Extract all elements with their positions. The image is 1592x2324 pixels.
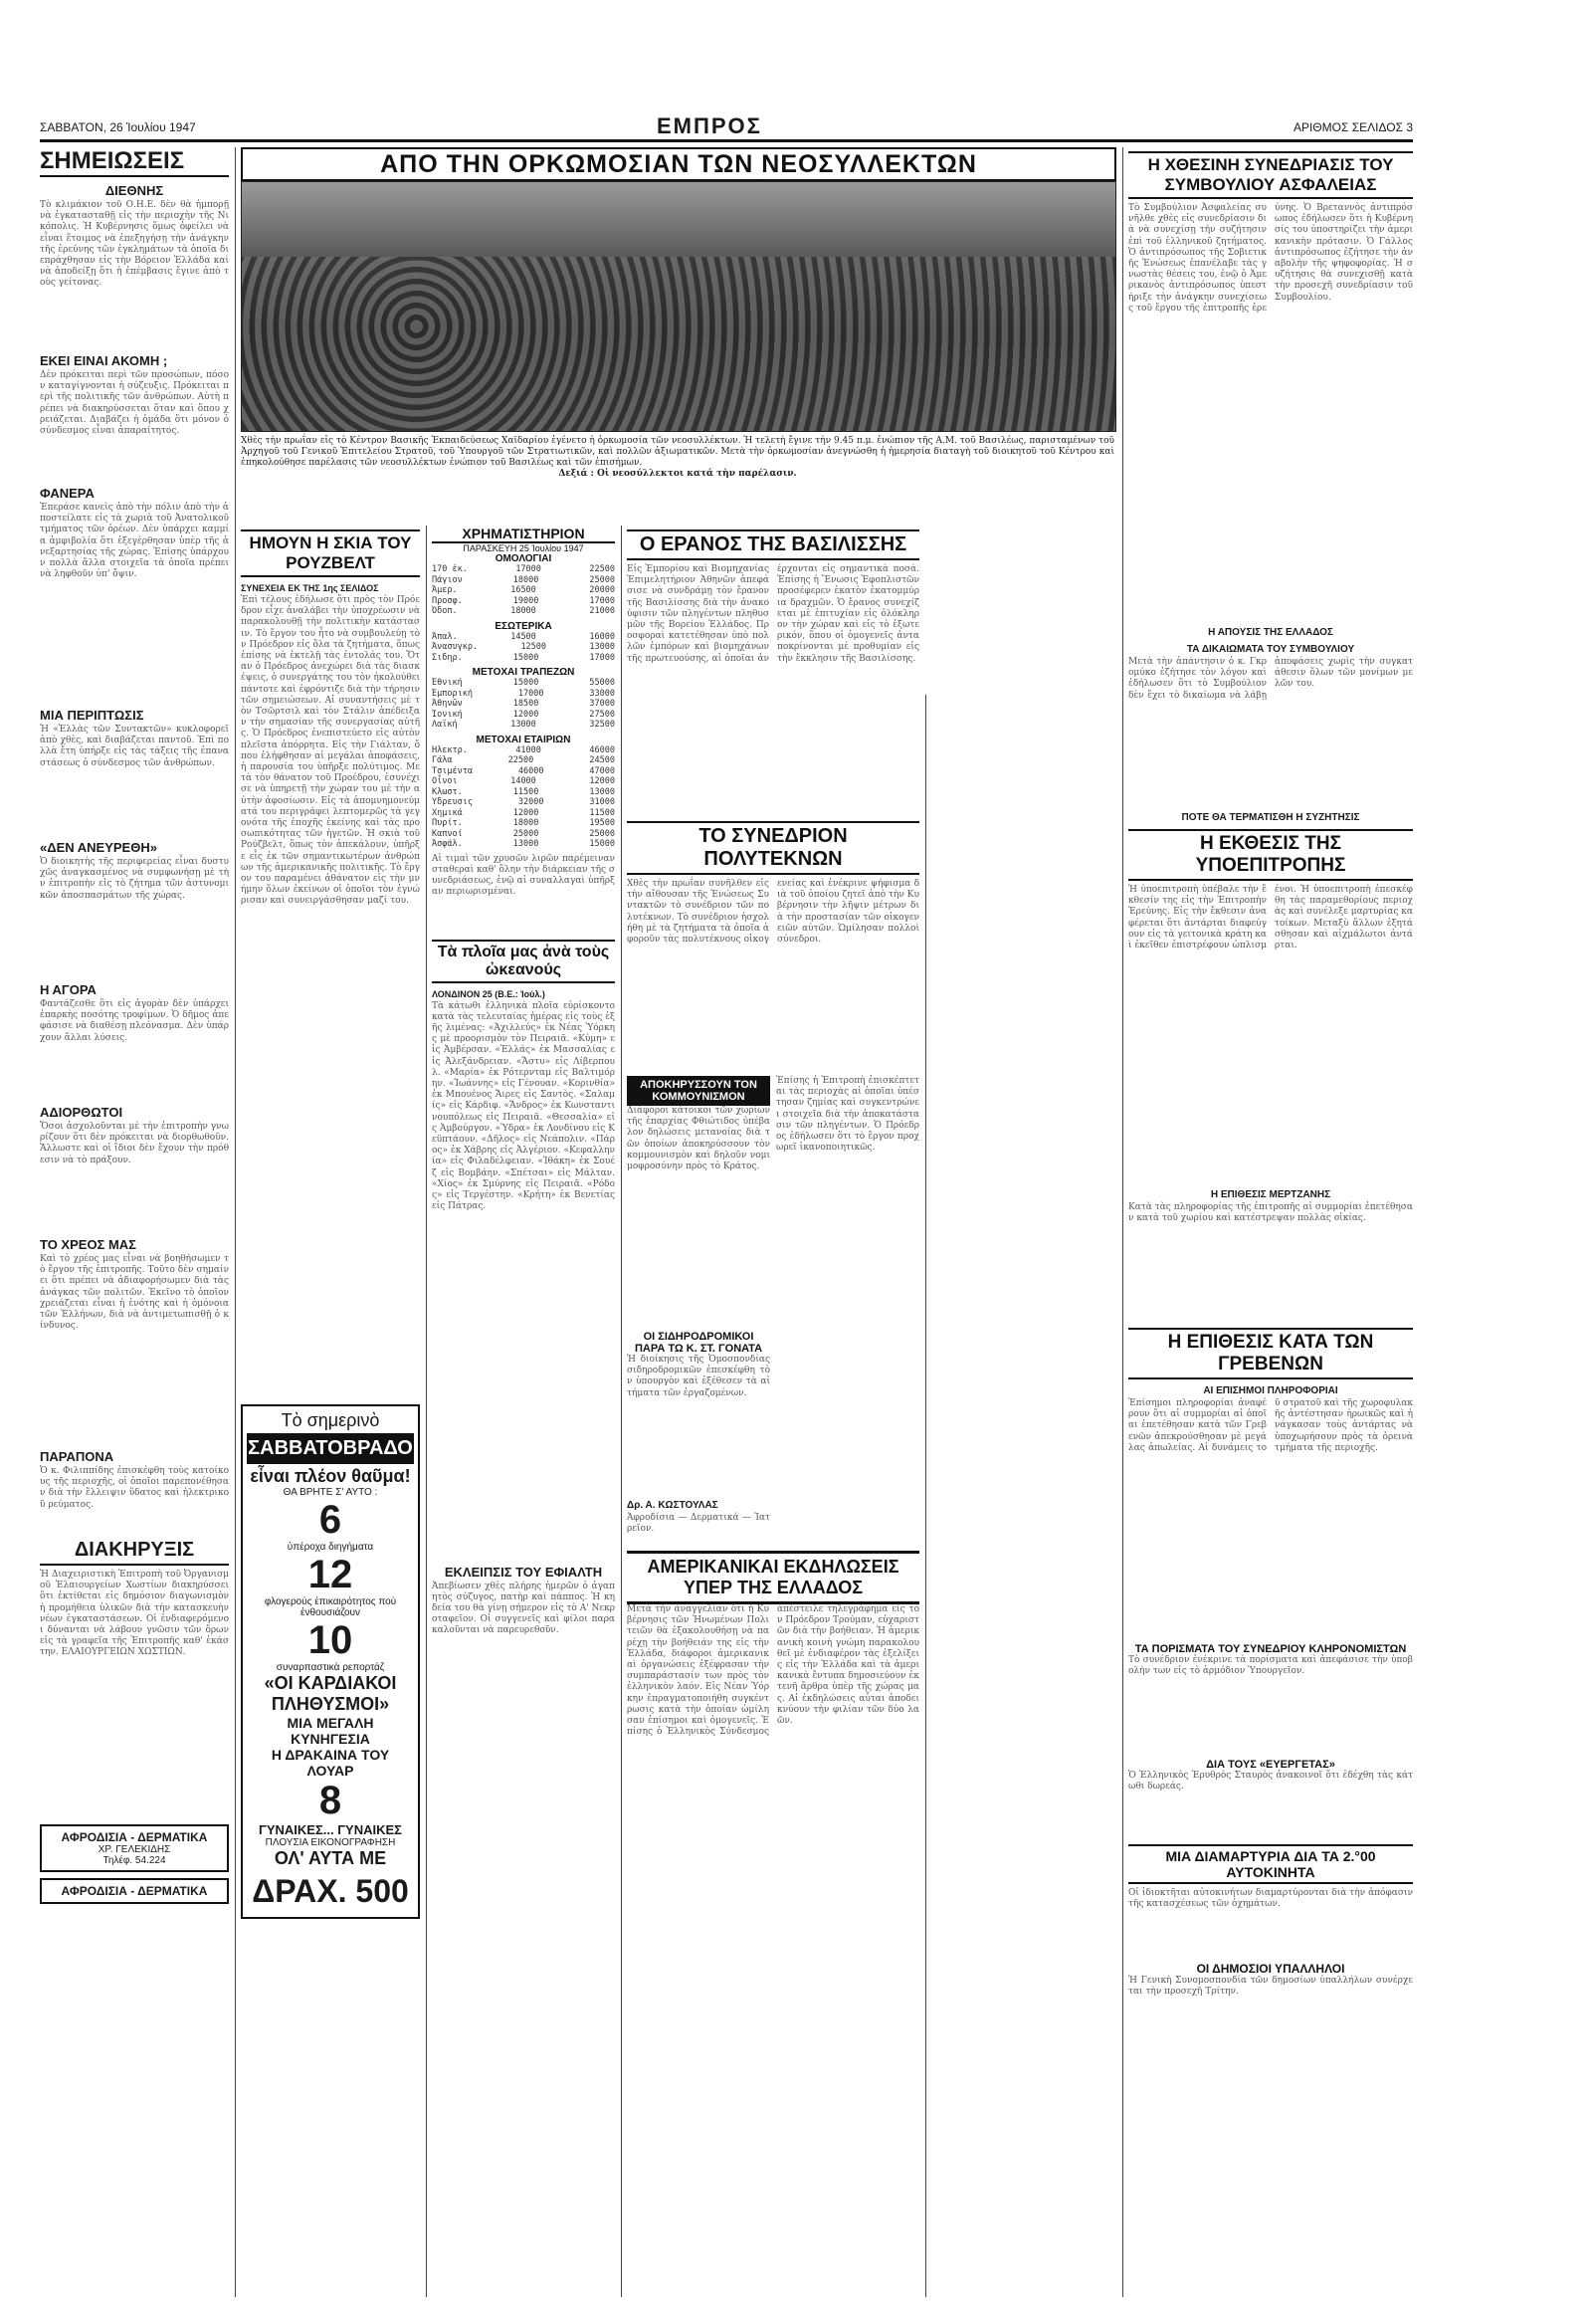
sabbatovrado-count-1: 6 <box>318 1498 342 1542</box>
table-row: Χημικά 12000 11500 <box>432 807 615 818</box>
sabbatovrado-inside: ΘΑ ΒΡΗΤΕ Σ' ΑΥΤΟ : <box>283 1487 378 1498</box>
masthead <box>40 113 1413 142</box>
council-column <box>1128 147 1413 2297</box>
public-servants-article: Ἡ Γενικὴ Συνομοσπονδία τῶν δημοσίων ὑπαλλήλων συνέρχεται τὴν προσεχῆ Τρίτην. <box>1128 1976 1413 1998</box>
fires-article: Τὸ συνέδριον ἐνέκρινε τὰ πορίσματα καὶ ἀπεφάσισε τὴν ὑποβολὴν των εἰς τὸ ἁρμόδιον Ὑπουργεῖον. <box>1128 1655 1413 1677</box>
table-row: Κλωστ. 11500 13000 <box>432 786 615 797</box>
exchange-title: ΧΡΗΜΑΤΙΣΤΗΡΙΟΝ <box>432 526 615 543</box>
notes-paragraph: Ὅσοι ἀσχολοῦνται μὲ τὴν ἐπιτροπὴν γνωρίζουν ὅτι δὲν πρόκειται νὰ διορθωθοῦν. Ἄλλωστε καὶ οἱ ἴδιοι δὲν ἔχουν τὴν πρόθεσιν νὰ τὸ πράξουν. <box>40 1122 229 1165</box>
dermatology-ad-phone: Τηλέφ. 54.224 <box>102 1855 166 1866</box>
table-row: Ἐθνική 15000 55000 <box>432 678 615 688</box>
notes-paragraph: Δὲν πρόκειται περὶ τῶν προσώπων, πόσον καταγίγνονται ἡ σύζευξις. Πρόκειται περὶ τῆς πολιτικῆς τῶν ἀνθρώπων. Αὐτὴ πρέπει νὰ διακηρύσσεται ὅταν καὶ ὅπου χρειάζεται. Διαβάζει ἡ ὁμάδα ὅτι μόνον ὁ σύνδεσμος εἶναι ἀπαραίτητος. <box>40 370 229 437</box>
table-row: Ὀδοπ. 18000 21000 <box>432 606 615 616</box>
notes-subhead: ΜΙΑ ΠΕΡΙΠΤΩΣΙΣ <box>40 708 144 723</box>
photo-crowd <box>242 257 1115 431</box>
table-row: Γάλα 22500 24500 <box>432 755 615 765</box>
notes-paragraph: Τὸ κλιμάκιον τοῦ Ο.Η.Ε. δὲν θὰ ἠμπορῇ νὰ ἐγκατασταθῇ εἰς τὴν περιοχὴν τῆς Νικόπολις. Ἡ Κυβέρνησις ὅμως ὀφείλει νὰ εἶναι ἕτοιμος νὰ ἐπεξηγήσῃ τὴν ἀνάγκην τῆς ἐρεύνης τῶν ἐγκλημάτων τὰ ὁποῖα διεπράχθησαν εἰς τὴν Βόρειον Ἑλλάδα καὶ νὰ ἀποδείξῃ ὅτι ἡ ἐπέμβασις ἔγινε ἀπὸ τοὺς γείτονας. <box>40 200 229 289</box>
communism-block <box>627 1076 770 1543</box>
sabbatovrado-label-3: συναρπαστικὰ ρεπορτάζ <box>276 1662 385 1673</box>
council-sub-end: ΠΟΤΕ ΘΑ ΤΕΡΜΑΤΙΣΘΗ Η ΣΥΖΗΤΗΣΙΣ <box>1181 812 1360 823</box>
notes-paragraph: Φαντάζεσθε ὅτι εἰς ἀγορὰν δὲν ὑπάρχει ἐπαρκὴς ποσότης τροφίμων. Ὁ δῆμος ἀπεφάσισε νὰ διαθέσῃ πλεόνασμα. Δὲν ὑπάρχουν ἄλλαι λύσεις. <box>40 999 229 1043</box>
table-row: Οἶνοι 14000 12000 <box>432 776 615 786</box>
table-row: Ἰονική 12000 27500 <box>432 709 615 720</box>
photo-story <box>241 147 1116 516</box>
column-rule <box>925 695 926 2297</box>
polyteknon-article: Χθὲς τὴν πρωΐαν συνῆλθεν εἰς τὴν αἴθουσαν τῆς Ἑνώσεως Συντακτῶν τὸ συνέδριον τῶν πολυτέκνων. Τὸ συνέδριον ἠσχολήθη μὲ τὰ ζητήματα τὰ ὁποῖα ἀφοροῦν τὰς πολυτέκνους οἰκογενείας καὶ ἐνέκρινε ψήφισμα διὰ τοῦ ὁποίου ζητεῖ ἀπὸ τὴν Κυβέρνησιν τὴν λῆψιν μέτρων διὰ τὴν προστασίαν τῶν οἰκογενειῶν αὐτῶν. Ὡμίλησαν πολλοὶ σύνεδροι. <box>627 879 919 946</box>
sabbatovrado-pre: Τὸ σημερινὸ <box>281 1410 380 1430</box>
sabbatovrado-count-2: 12 <box>307 1553 353 1596</box>
notes-subhead: Η ΑΓΟΡΑ <box>40 982 97 997</box>
deaths-title: ΕΚΛΕΙΠΣΙΣ ΤΟΥ ΕΦΙΑΛΤΗ <box>444 1564 603 1580</box>
sworn-article: Ὁ Ἑλληνικὸς Ἐρυθρὸς Σταυρὸς ἀνακοινοῖ ὅτι ἐδέχθη τὰς κάτωθι δωρεάς. <box>1128 1771 1413 1793</box>
side-notes-text: Ἐπίσης ἡ Ἐπιτροπὴ ἐπισκέπτεται τὰς περιοχὰς αἱ ὁποῖαι ὑπέστησαν ζημίας καὶ συγκεντρώνει στοιχεῖα διὰ τὴν ἀποκατάστασιν τῶν πληγέντων. Ὁ Πρόεδρος ἐδήλωσεν ὅτι τὸ ἔργον προχωρεῖ ἱκανοποιητικῶς. <box>776 1076 919 1154</box>
exchange-column <box>432 526 615 2297</box>
loans-title: ΕΣΩΤΕΡΙΚΑ <box>495 620 552 632</box>
company-stocks-title: ΜΕΤΟΧΑΙ ΕΤΑΙΡΙΩΝ <box>476 734 571 745</box>
table-row: Ἠλεκτρ. 41000 46000 <box>432 744 615 755</box>
column-rule <box>1122 147 1123 2297</box>
paper-name: ΕΜΠΡΟΣ <box>657 113 762 138</box>
railway-headline: ΟΙ ΣΙΔΗΡΟΔΡΟΜΙΚΟΙ ΠΑΡΑ ΤΩ Κ. ΣΤ. ΓΟΝΑΤΑ <box>634 1331 763 1355</box>
notes-paragraph: Ἐπεράσε κανεὶς ἀπὸ τὴν πόλιν ἀπὸ τὴν ἀποστείλατε εἰς τὰ χωριὰ τοῦ Ἀνατολικοῦ τμήματος τῶν ὀρέων. Δὲν ὑπάρχει καμμία ἀμφιβολία ὅτι ἐξεγέρθησαν ὑπὲρ τῆς ἀνεξαρτησίας τῆς χώρας. Ἐπίσης ὑπάρχουν πολλὰ ἄλλα στοιχεῖα τὰ ὁποῖα πρέπει νὰ ληφθοῦν ὑπ' ὄψιν. <box>40 503 229 580</box>
doctor-ad: Ἀφροδίσια — Δερματικά — Ἰατρεῖον. <box>627 1513 770 1535</box>
sabbatovrado-feature: «ΟΙ ΚΑΡΔΙΑΚΟΙ ΠΛΗΘΥΣΜΟΙ» <box>264 1673 397 1714</box>
ships-article: Τὰ κάτωθι ἑλληνικὰ πλοῖα εὑρίσκοντο κατὰ τὰς τελευταίας ἡμέρας εἰς τοὺς ἑξῆς λιμένας: «Ἀχιλλεύς» ἐκ Νέας Ὑόρκης μὲ προορισμὸν τὸν Πειραιᾶ. «Κύμη» εἰς Ἀμβέρσαν. «Ἑλλάς» ἐκ Μασσαλίας εἰς Ἀλεξάνδρειαν. «Ἄστυ» εἰς Λίβερπουλ. «Μαρία» ἐκ Ρότερνταμ εἰς Βαλτιμόρην. «Ἰωάννης» εἰς Γένουαν. «Κορινθία» ἐκ Μπουένος Ἄιρες εἰς Σαντὸς. «Σαλαμίς» εἰς Κάρδιφ. «Ἄνδρος» ἐκ Κωνσταντινουπόλεως εἰς Πειραιᾶ. «Θεσσαλία» εἰς Ἀμβούργον. «Ὑδρα» ἐκ Λονδίνου εἰς Κεϋπτάουν. «Δῆλος» εἰς Νεάπολιν. «Πάρος» ἐκ Χάβρης εἰς Ἀλγέριον. «Κεφαλληνία» εἰς Φιλαδέλφειαν. «Ἰθάκη» ἐκ Σουέζ εἰς Βομβάην. «Σπέτσαι» εἰς Μάλταν. «Χίος» ἐκ Σμύρνης εἰς Πειραιᾶ. «Ρόδος» εἰς Τεργέστην. «Κρήτη» ἐκ Βενετίας εἰς Πάτρας. <box>432 1000 615 1212</box>
table-row: Ἀμερ. 16500 20000 <box>432 585 615 595</box>
notes-paragraph: Ὁ κ. Φιλιππίδης ἐπισκέφθη τοὺς κατοίκους τῆς περιοχῆς, οἱ ὁποῖοι παρεπονέθησαν διὰ τὴν ἔλλειψιν ὕδατος καὶ ἠλεκτρικοῦ ρεύματος. <box>40 1466 229 1510</box>
table-row: Προσφ. 19000 17000 <box>432 595 615 606</box>
column-rule <box>621 526 622 2297</box>
roosevelt-column <box>241 526 420 2297</box>
notes-subhead: ΕΚΕΙ ΕΙΝΑΙ ΑΚΟΜΗ ; <box>40 353 168 368</box>
notes-paragraph: Ὁ διοικητὴς τῆς περιφερείας εἶναι δυστυχῶς ἀναγκασμένος νὰ συμφωνήσῃ μὲ τὴν ἐπιτροπὴν εἰς τὸ ζήτημα τῶν ἀστυνομικῶν ἀποσπασμάτων τῆς χώρας. <box>40 857 229 901</box>
sabbatovrado-women: ΓΥΝΑΙΚΕΣ... ΓΥΝΑΙΚΕΣ <box>259 1822 402 1837</box>
dermatology-ad-title: ΑΦΡΟΔΙΣΙΑ - ΔΕΡΜΑΤΙΚΑ <box>61 1830 208 1844</box>
report-sub-attack: Η ΕΠΙΘΕΣΙΣ ΜΕΡΤΖΑΝΗΣ <box>1210 1189 1331 1200</box>
notes-subhead: ΑΔΙΟΡΘΩΤΟΙ <box>40 1105 123 1120</box>
photo-caption-end: Δεξιά : Οἱ νεοσύλλεκτοι κατά τὴν παρέλασιν. <box>558 469 797 479</box>
queen-fund-headline: Ο ΕΡΑΝΟΣ ΤΗΣ ΒΑΣΙΛΙΣΣΗΣ <box>627 529 919 560</box>
bonds-title: ΟΜΟΛΟΓΙΑΙ <box>495 553 552 564</box>
sabbatovrado-price-label: ΟΛ' ΑΥΤΑ ΜΕ <box>274 1848 387 1868</box>
report-headline: Η ΕΚΘΕΣΙΣ ΤΗΣ ΥΠΟΕΠΙΤΡΟΠΗΣ <box>1128 829 1413 881</box>
ships-headline: Τὰ πλοῖα μας ἀνὰ τοὺς ὠκεανούς <box>432 940 615 983</box>
american-article: Μετὰ τὴν ἀναγγελίαν ὅτι ἡ Κυβέρνησις τῶν Ἡνωμένων Πολιτειῶν θὰ ἐξακολουθήσῃ νὰ παρέχῃ τὴν βοήθειάν της εἰς τὴν Ἑλλάδα, διάφοροι ἀμερικανικαὶ ὀργανώσεις ἐξέφρασαν τὴν συμπαράστασίν των πρὸς τὸν ἑλληνικὸν λαόν. Εἰς Νέαν Ὑόρκην ἐπραγματοποιήθη συγκέντρωσις κατὰ τὴν ὁποίαν ὡμίλησαν ἐπίσημοι καὶ ὁμογενεῖς. Ἐπίσης ὁ Ἑλληνικὸς Σύνδεσμος ἀπέστειλε τηλεγράφημα εἰς τὸν Πρόεδρον Τρούμαν, εὐχαριστῶν διὰ τὴν βοήθειαν. Ἡ ἀμερικανικὴ κοινὴ γνώμη παρακολουθεῖ μὲ ἐνδιαφέρον τὰς ἐξελίξεις εἰς τὴν Ἑλλάδα καὶ τὰ ἀμερικανικὰ ἔντυπα δημοσιεύουν ἐκτενῆ ἄρθρα ὑπὲρ τῆς χώρας μας. Αἱ ἐκδηλώσεις αὗται ἀποδεικνύουν τὴν φιλίαν τῶν δύο λαῶν. <box>627 1604 919 1738</box>
loans-table <box>432 632 615 664</box>
notes-subhead: «ΔΕΝ ΑΝΕΥΡΕΘΗ» <box>40 840 157 855</box>
table-row: Τσιμέντα 46000 47000 <box>432 765 615 776</box>
photo-caption: Χθὲς τὴν πρωΐαν εἰς τὸ Κέντρον Βασικῆς Ἐκπαιδεύσεως Χαϊδαρίου ἐγένετο ἡ ὁρκωμοσία τῶν νεοσυλλέκτων. Ἡ τελετὴ ἔγινε τὴν 9.45 π.μ. ἐνώπιον τῆς Α.Μ. τοῦ Βασιλέως, παρισταμένων τοῦ Ἀρχηγοῦ τοῦ Γενικοῦ Ἐπιτελείου Στρατοῦ, τοῦ Ὑπουργοῦ τῶν Στρατιωτικῶν, καὶ πολλῶν ἀξιωματικῶν. Μετὰ τὴν ὁρκωμοσίαν ἀνεγνώσθη ἡ ἡμερησία διαταγὴ τοῦ διοικητοῦ τοῦ Κέντρου καὶ ἐπηκολούθησε παρέλασις τῶν νεοσυλλέκτων ἐνώπιον τοῦ Βασιλέως καὶ τῶν ἐπισήμων. Δεξιά : Οἱ νεοσύλλεκτοι κατά τὴν παρέλασιν. <box>241 436 1114 479</box>
notes-subhead: ΤΟ ΧΡΕΟΣ ΜΑΣ <box>40 1237 136 1252</box>
table-row: Λαϊκή 13000 32500 <box>432 720 615 730</box>
sabbatovrado-tag: εἶναι πλέον θαῦμα! <box>250 1466 411 1486</box>
exchange-note: Αἱ τιμαὶ τῶν χρυσῶν λιρῶν παρέμειναν σταθεραὶ καθ' ὅλην τὴν διάρκειαν τῆς συνεδριάσεως, ἐνῷ αἱ συναλλαγαὶ ὑπῆρξαν περιωρισμέναι. <box>432 853 615 898</box>
side-notes <box>776 1076 919 1543</box>
notes-title: ΣΗΜΕΙΩΣΕΙΣ <box>40 147 229 177</box>
dermatology-ad <box>40 1824 229 1872</box>
newspaper-page <box>40 113 1413 2297</box>
report-article-2: Κατὰ τὰς πληροφορίας τῆς ἐπιτροπῆς αἱ συμμορίαι ἐπετέθησαν κατὰ τοῦ χωρίου καὶ κατέστρεψαν πολλὰς οἰκίας. <box>1128 1202 1413 1224</box>
table-row: Ὕδρευσις 32000 31000 <box>432 797 615 807</box>
notes-subhead: ΠΑΡΑΠΟΝΑ <box>40 1449 114 1464</box>
council-sub-absent: Η ΑΠΟΥΣΙΣ ΤΗΣ ΕΛΛΑΔΟΣ <box>1208 627 1333 638</box>
table-row: Ἀπαλ. 14500 16000 <box>432 631 615 642</box>
col4-lower <box>627 1076 919 1543</box>
sworn-headline: ΔΙΑ ΤΟΥΣ «ΕΥΕΡΓΕΤΑΣ» <box>1206 1759 1335 1771</box>
table-row: Ἐμπορική 17000 33000 <box>432 688 615 699</box>
sabbatovrado-rich: ΠΛΟΥΣΙΑ ΕΙΚΟΝΟΓΡΑΦΗΣΗ <box>265 1837 396 1848</box>
sabbatovrado-label-2: φλογερούς ἐπικαιρότητος ποὺ ἐνθουσιάζουν <box>264 1596 397 1618</box>
roosevelt-article: Ἐπὶ τέλους ἐδήλωσε ὅτι πρὸς τὸν Πρόεδρον εἶχε ἀναλάβει τὴν ὑποχρέωσιν νὰ παρακολουθῇ τὴν πολιτικὴν κατάστασιν. Τὸ ἔργον του ἦτο νὰ συμβουλεύῃ τὸν Πρόεδρον εἰς ὅλα τὰ ζητήματα, ὅπως ἐπίσης νὰ ἐκτελῇ τὰς ἐντολάς του. Ὅταν ὁ Πρόεδρος ἀνεχώρει διὰ τὰς διασκέψεις, ὁ συνεργάτης του τὸν ἠκολούθει πάντοτε καὶ ἐφρόντιζε διὰ τὴν τήρησιν τῶν σημειώσεων. Αἱ συναντήσεις μὲ τὸν Τσῶρτσιλ καὶ τὸν Στάλιν ἀπέδειξαν τὴν σημασίαν τῆς συνεργασίας αὐτῆς. Ὁ Πρόεδρος ἐνεπιστεύετο εἰς αὐτὸν πλεῖστα ἀπόρρητα. Εἰς τὴν Γιάλταν, ὅπου ἐλήφθησαν αἱ μεγάλαι ἀποφάσεις, ἡ παρουσία του ὑπῆρξε πολύτιμος. Μετὰ τὸν θάνατον τοῦ Προέδρου, ἐσυνέχισε νὰ ὑπηρετῇ τὴν χώραν του μὲ τὴν αὐτὴν ἀφοσίωσιν. Εἰς τὰ ἀπομνημονεύματά του περιγράφει λεπτομερῶς τὰ γεγονότα τῆς ἐποχῆς ἐκείνης καὶ τὰς προσωπικότητας τῶν ἡγετῶν. Ἡ σκιὰ τοῦ Ρούζβελτ, ὅπως τὸν ἀπεκάλουν, ὑπῆρξε εἷς ἐκ τῶν σημαντικωτέρων ἀνθρώπων τῆς ἀμερικανικῆς πολιτικῆς. Τὸ ἔργον του παραμένει ἀθάνατον εἰς τὴν μνήμην ὅλων ἐκείνων οἱ ὁποῖοι τὸν ἐγνώρισαν καὶ συνειργάσθησαν μαζί του. <box>241 595 420 907</box>
sabbatovrado-count-4: 8 <box>318 1779 342 1822</box>
column-rule <box>426 526 427 2297</box>
bank-stocks-table <box>432 678 615 731</box>
table-row: Ἀθηνῶν 18500 37000 <box>432 699 615 709</box>
photo-story-headline: ΑΠΟ ΤΗΝ ΟΡΚΩΜΟΣΙΑΝ ΤΩΝ ΝΕΟΣΥΛΛΕΚΤΩΝ <box>241 147 1116 181</box>
sabbatovrado-count-3: 10 <box>307 1618 353 1662</box>
grevena-article: Ἐπίσημοι πληροφορίαι ἀναφέρουν ὅτι αἱ συμμορίαι αἱ ὁποῖαι ἐπετέθησαν κατὰ τῶν Γρεβενῶν ἀπεκρούσθησαν μὲ μεγάλας ἀπωλείας. Αἱ δυνάμεις τοῦ στρατοῦ καὶ τῆς χωροφυλακῆς ἀντέστησαν ἡρωικῶς καὶ ἠνάγκασαν τοὺς ἀντάρτας νὰ ὑποχωρήσουν πρὸς τὰ ὀρεινὰ τμήματα τῆς περιοχῆς. <box>1128 1398 1413 1453</box>
sabbatovrado-label-1: ὑπέροχα διηγήματα <box>287 1542 374 1553</box>
table-row: Ἀνασυγκρ. 12500 13000 <box>432 642 615 652</box>
table-row: 170 ἐκ. 17000 22500 <box>432 564 615 574</box>
roosevelt-headline: ΗΜΟΥΝ Η ΣΚΙΑ ΤΟΥ ΡΟΥΖΒΕΛΤ <box>241 529 420 577</box>
communism-article: Διάφοροι κάτοικοι τῶν χωρίων τῆς ἐπαρχίας Φθιώτιδος ὑπέβαλον δηλώσεις μετανοίας διὰ τῶν ὁποίων ἀποκηρύσσουν τὸν κομμουνισμὸν καὶ δηλοῦν νομιμοφροσύνην πρὸς τὸ Κράτος. <box>627 1106 770 1172</box>
notes-paragraph: Καὶ τὸ χρέος μας εἶναι νὰ βοηθήσωμεν τὸ ἔργον τῆς ἐπιτροπῆς. Τοῦτο δὲν σημαίνει ὅτι πρέπει νὰ ἀδιαφορήσωμεν διὰ τὰς ἀνάγκας τῶν πολιτῶν. Ἐκεῖνο τὸ ὁποῖον χρειάζεται εἶναι ἡ ἑνότης καὶ ἡ ὁμόνοια τῶν Ἑλλήνων, διὰ νὰ ἀντιμετωπισθῇ ὁ κίνδυνος. <box>40 1254 229 1332</box>
council-headline: Η ΧΘΕΣΙΝΗ ΣΥΝΕΔΡΙΑΣΙΣ ΤΟΥ ΣΥΜΒΟΥΛΙΟΥ ΑΣΦΑΛΕΙΑΣ <box>1128 151 1413 199</box>
bank-stocks-title: ΜΕΤΟΧΑΙ ΤΡΑΠΕΖΩΝ <box>472 667 575 678</box>
notes-subhead: ΦΑΝΕΡΑ <box>40 486 95 501</box>
council-article: Τὸ Συμβούλιον Ἀσφαλείας συνῆλθε χθὲς εἰς συνεδρίασιν διὰ νὰ συνεχίσῃ τὴν συζήτησιν ἐπὶ τοῦ ἑλληνικοῦ ζητήματος. Ὁ ἀντιπρόσωπος τῆς Σοβιετικῆς Ἑνώσεως ἐπανέλαβε τὰς γνωστὰς θέσεις του, ἐνῷ ὁ Ἀμερικανὸς ἀντιπρόσωπος ὑπεστήριξε τὴν ἀνάγκην συνεχίσεως τοῦ ἔργου τῆς ἐπιτροπῆς ἐρεύνης. Ὁ Βρεταννὸς ἀντιπρόσωπος ἐδήλωσεν ὅτι ἡ Κυβέρνησίς του ὑποστηρίζει τὴν ἀμερικανικὴν πρότασιν. Ὁ Γάλλος ἀντιπρόσωπος ἐζήτησε τὴν ἀναβολὴν τῆς ψηφοφορίας. Ἡ συζήτησις θὰ συνεχισθῇ κατὰ τὴν προσεχῆ συνεδρίασιν τοῦ Συμβουλίου. <box>1128 203 1413 314</box>
protest-article: Οἱ ἰδιοκτῆται αὐτοκινήτων διαμαρτύρονται διὰ τὴν ἀπόφασιν τῆς κατασχέσεως τῶν ὀχημάτων. <box>1128 1888 1413 1910</box>
roosevelt-kicker: ΣΥΝΕΧΕΙΑ ΕΚ ΤΗΣ 1ης ΣΕΛΙΔΟΣ <box>241 583 379 593</box>
table-row: Καπνοί 25000 25000 <box>432 828 615 839</box>
exchange-date: ΠΑΡΑΣΚΕΥΗ 25 Ἰουλίου 1947 <box>463 543 584 553</box>
column-rule <box>235 147 236 2297</box>
american-headline: ΑΜΕΡΙΚΑΝΙΚΑΙ ΕΚΔΗΛΩΣΕΙΣ ΥΠΕΡ ΤΗΣ ΕΛΛΑΔΟΣ <box>627 1551 919 1604</box>
page-number: ΑΡΙΘΜΟΣ ΣΕΛΙΔΟΣ 3 <box>1293 120 1413 134</box>
recruits-photo <box>241 181 1116 432</box>
dermatology-ad-2-title: ΑΦΡΟΔΙΣΙΑ - ΔΕΡΜΑΤΙΚΑ <box>61 1884 208 1898</box>
notices-title: ΔΙΑΚΗΡΥΞΙΣ <box>40 1536 229 1566</box>
issue-date: ΣΑΒΒΑΤΟΝ, 26 Ἰουλίου 1947 <box>40 120 196 134</box>
table-row: Ἀσφάλ. 13000 15000 <box>432 839 615 849</box>
council-sub-rights: ΤΑ ΔΙΚΑΙΩΜΑΤΑ ΤΟΥ ΣΥΜΒΟΥΛΙΟΥ <box>1186 644 1355 655</box>
table-row: Πάγιον 18000 25000 <box>432 574 615 585</box>
company-stocks-table <box>432 745 615 850</box>
public-servants-headline: ΟΙ ΔΗΜΟΣΙΟΙ ΥΠΑΛΛΗΛΟΙ <box>1196 1962 1345 1976</box>
queen-fund-article: Εἰς Ἐμπορίου καὶ Βιομηχανίας Ἐπιμελητήριον Ἀθηνῶν ἀπεφάσισε νὰ συνδράμῃ τὸν ἔρανον τῆς Βασιλίσσης διὰ τὴν ἀνακούφισιν τῶν πληγέντων πληθυσμῶν τῆς Βορείου Ἑλλάδος. Προσφοραὶ κατετέθησαν ὑπὸ πολλῶν ἐμπόρων καὶ βιομηχάνων τῆς πρωτευούσης, αἱ ὁποῖαι ἀνέρχονται εἰς σημαντικὰ ποσά. Ἐπίσης ἡ Ἕνωσις Ἐφοπλιστῶν προσέφερεν ἑκατὸν ἑκατομμύρια δραχμῶν. Ὁ ἔρανος συνεχίζεται μὲ ἐπιτυχίαν εἰς ὁλόκληρον τὴν χώραν καὶ εἰς τὸ ἐξωτερικόν, ὅπου οἱ ὁμογενεῖς ἀνταποκρίνονται μὲ προθυμίαν εἰς τὴν ἔκκλησιν τῆς Βασιλίσσης. <box>627 564 919 664</box>
queen-fund-column <box>627 526 919 2297</box>
notes-subhead: ΔΙΕΘΝΗΣ <box>104 183 164 198</box>
notes-paragraph: Ἡ «Ἑλλὰς τῶν Συντακτῶν» κυκλοφορεῖ ἀπὸ χθὲς, καὶ διαβάζεται παντοῦ. Ἐπὶ πολλὰ ἔτη ὑπήρξε εἰς τὰς τάξεις τῆς ἐπαναστάσεως ὁ σύνδεσμος τῶν ἀνθρώπων. <box>40 725 229 768</box>
sabbatovrado-price: ΔΡΑΧ. 500 <box>252 1873 409 1909</box>
doctor-name: Δρ. Α. ΚΩΣΤΟΥΛΑΣ <box>627 1500 718 1511</box>
grevena-sub-info: ΑΙ ΕΠΙΣΗΜΟΙ ΠΛΗΡΟΦΟΡΙΑΙ <box>1203 1385 1338 1396</box>
notices-text: Ἡ Διαχειριστικὴ Ἐπιτροπὴ τοῦ Ὀργανισμοῦ Ἐλαιουργείων Χωστίων διακηρύσσει ὅτι ἐκτίθεται εἰς δημόσιον διαγωνισμὸν ἡ προμήθεια ὑλικῶν διὰ τὴν κατασκευὴν νέων ἐγκαταστάσεων. Οἱ ἐνδιαφερόμενοι δύνανται νὰ λάβουν γνῶσιν τῶν ὅρων εἰς τὰ γραφεῖα τῆς Ἐπιτροπῆς καθ' ἑκάστην. ΕΛΑΙΟΥΡΓΕΙΩΝ ΧΩΣΤΙΩΝ. <box>40 1570 229 1658</box>
grevena-headline: Η ΕΠΙΘΕΣΙΣ ΚΑΤΑ ΤΩΝ ΓΡΕΒΕΝΩΝ <box>1128 1328 1413 1379</box>
sabbatovrado-ad <box>241 1404 420 1919</box>
dermatology-ad-doctor: ΧΡ. ΓΕΛΕΚΙΔΗΣ <box>98 1844 171 1855</box>
fires-headline: ΤΑ ΠΟΡΙΣΜΑΤΑ ΤΟΥ ΣΥΝΕΔΡΙΟΥ ΚΛΗΡΟΝΟΜΙΣΤΩΝ <box>1134 1643 1407 1655</box>
table-row: Σιδηρ. 15000 17000 <box>432 652 615 663</box>
polyteknon-headline: ΤΟ ΣΥΝΕΔΡΙΟΝ ΠΟΛΥΤΕΚΝΩΝ <box>627 821 919 875</box>
ships-dateline: ΛΟΝΔΙΝΟΝ 25 (Β.Ε.: Ἰούλ.) <box>432 988 545 999</box>
sabbatovrado-name: ΣΑΒΒΑΤΟΒΡΑΔΟ <box>247 1433 414 1464</box>
sabbatovrado-story: ΜΙΑ ΜΕΓΑΛΗ ΚΥΝΗΓΕΣΙΑ <box>287 1715 374 1747</box>
report-article: Ἡ ὑποεπιτροπὴ ὑπέβαλε τὴν ἔκθεσίν της εἰς τὴν Ἐπιτροπὴν Ἐρεύνης. Εἰς τὴν ἔκθεσιν ἀναφέρεται ὅτι ἀντάρται διαφεύγουν εἰς τὰ γειτονικὰ κράτη καὶ ἐκεῖθεν ἐπιστρέφουν ὡπλισμένοι. Ἡ ὑποεπιτροπὴ ἐπεσκέφθη τὰς παραμεθορίους περιοχὰς καὶ συνέλεξε μαρτυρίας κατοίκων. Μεταξὺ ἄλλων ἐξητάσθησαν καὶ αἰχμάλωτοι ἀντάρται. <box>1128 885 1413 951</box>
table-row: Πυρίτ. 18000 19500 <box>432 818 615 828</box>
sabbatovrado-drama: Η ΔΡΑΚΑΙΝΑ ΤΟΥ ΛΟΥΑΡ <box>271 1747 390 1779</box>
dermatology-ad-2 <box>40 1878 229 1904</box>
communism-headline: ΑΠΟΚΗΡΥΣΣΟΥΝ ΤΟΝ ΚΟΜΜΟΥΝΙΣΜΟΝ <box>627 1076 770 1106</box>
railway-article: Ἡ διοίκησις τῆς Ὁμοσπονδίας σιδηροδρομικῶν ἐπεσκέφθη τὸν ὑπουργὸν καὶ ἐξέθεσεν τὰ αἰτήματα τῶν ἐργαζομένων. <box>627 1355 770 1398</box>
notes-column <box>40 147 229 2297</box>
protest-headline: ΜΙΑ ΔΙΑΜΑΡΤΥΡΙΑ ΔΙΑ ΤΑ 2.°00 ΑΥΤΟΚΙΝΗΤΑ <box>1128 1844 1413 1884</box>
council-article-2: Μετὰ τὴν ἀπάντησιν ὁ κ. Γκρομύκο ἐζήτησε τὸν λόγον καὶ ἐδήλωσεν ὅτι τὸ Συμβούλιον δὲν ἔχει τὸ δικαίωμα νὰ λάβῃ ἀποφάσεις χωρὶς τὴν συγκατάθεσιν ὅλων τῶν μονίμων μελῶν του. <box>1128 657 1413 701</box>
bonds-table <box>432 564 615 617</box>
deaths-text: Ἀπεβίωσεν χθὲς πλήρης ἡμερῶν ὁ ἀγαπητὸς σύζυγος, πατὴρ καὶ πάππος. Ἡ κηδεία του θὰ γίνῃ σήμερον εἰς τὸ Α' Νεκροταφεῖον. Οἱ συγγενεῖς καὶ φίλοι παρακαλοῦνται νὰ παρευρεθοῦν. <box>432 1581 615 1636</box>
